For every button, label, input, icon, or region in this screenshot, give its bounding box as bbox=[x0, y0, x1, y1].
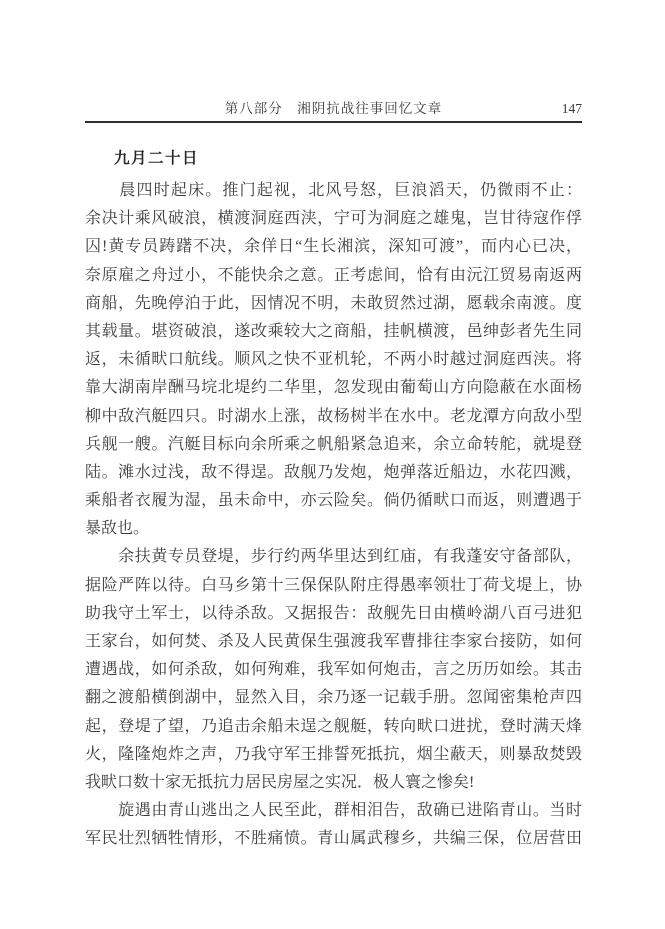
text-line: 陆。滩水过浅，敌不得逞。敌舰乃发炮，炮弹落近船边，水花四溅， bbox=[85, 463, 582, 481]
text-line: 旋遇由青山逃出之人民至此，群相泪告，敌确已进陷青山。当时 bbox=[85, 802, 582, 820]
text-line: 据险严阵以待。白马乡第十三保保队附庄得愚率领壮丁荷戈堤上，协 bbox=[85, 576, 582, 594]
text-line: 军民壮烈牺牲情形，不胜痛愤。青山属武穆乡，共编三保，位居营田 bbox=[85, 830, 582, 848]
text-line: 囚!黄专员踌躇不决，余佯日“生长湘滨，深知可渡”，而内心已决， bbox=[85, 238, 582, 256]
text-line: 靠大湖南岸酬马垸北堤约二华里，忽发现由葡萄山方向隐蔽在水面杨 bbox=[85, 379, 582, 397]
text-line: 其载量。堪资破浪，遂改乘较大之商船，挂帆横渡，邑绅彭者先生同 bbox=[85, 322, 582, 340]
text-line: 柳中敌汽艇四只。时湖水上涨，故杨树半在水中。老龙潭方向敌小型 bbox=[85, 407, 582, 425]
text-line: 返，未循畎口航线。顺风之快不亚机轮，不两小时越过洞庭西浃。将 bbox=[85, 351, 582, 369]
text-line: 晨四时起床。推门起视，北风号怒，巨浪滔天，仍微雨不止： bbox=[85, 182, 582, 199]
page-header bbox=[85, 100, 582, 117]
page-number: 147 bbox=[561, 101, 582, 116]
text-line: 兵舰一艘。汽艇目标向余所乘之帆船紧急追来，余立命转舵，就堤登 bbox=[85, 435, 582, 453]
text-line: 余扶黄专员登堤，步行约两华里达到红庙，有我蓬安守备部队， bbox=[85, 548, 582, 566]
text-line: 我畎口数十家无抵抗力居民房屋之实况．极人寰之惨矣! bbox=[85, 773, 475, 791]
text-line: 乘船者衣履为湿，虽未命中，亦云险矣。倘仍循畎口而返，则遭遇于 bbox=[85, 492, 582, 510]
text-line: 余决计乘风破浪，横渡洞庭西浃，宁可为洞庭之雄鬼，岂甘待寇作俘 bbox=[85, 210, 582, 228]
text-line: 起，登堤了望，乃追击余船未逞之舰艇，转向畎口进扰，登时满天烽 bbox=[85, 717, 582, 735]
text-line: 暴敌也。 bbox=[85, 520, 150, 538]
body-text bbox=[85, 177, 582, 854]
header-rule bbox=[85, 121, 582, 123]
text-line: 火，隆隆炮炸之声，乃我守军王排誓死抵抗，烟尘蔽天，则暴敌焚毁 bbox=[85, 745, 582, 763]
text-line: 助我守土军士，以待杀敌。又据报告：敌舰先日由横岭湖八百弓进犯 bbox=[85, 604, 582, 622]
text-line: 奈原雇之舟过小，不能快余之意。正考虑间，恰有由沅江贸易南返两 bbox=[85, 266, 582, 284]
text-line: 翻之渡船横倒湖中，显然入目，余乃逐一记载手册。忽闻密集枪声四 bbox=[85, 689, 582, 707]
text-line: 商船，先晚停泊于此，因情况不明，未敢贸然过湖，愿载余南渡。度 bbox=[85, 294, 582, 312]
page-content bbox=[85, 100, 582, 854]
running-head-title: 第八部分 湘阴抗战往事回忆文章 bbox=[224, 101, 443, 116]
text-line: 遭遇战，如何杀敌，如何殉难，我军如何炮击，言之历历如绘。其击 bbox=[85, 661, 582, 679]
entry-heading: 九月二十日 bbox=[114, 150, 200, 167]
text-line: 王家台，如何焚、杀及人民黄保生强渡我军曹排往李家台接防，如何 bbox=[85, 633, 582, 650]
